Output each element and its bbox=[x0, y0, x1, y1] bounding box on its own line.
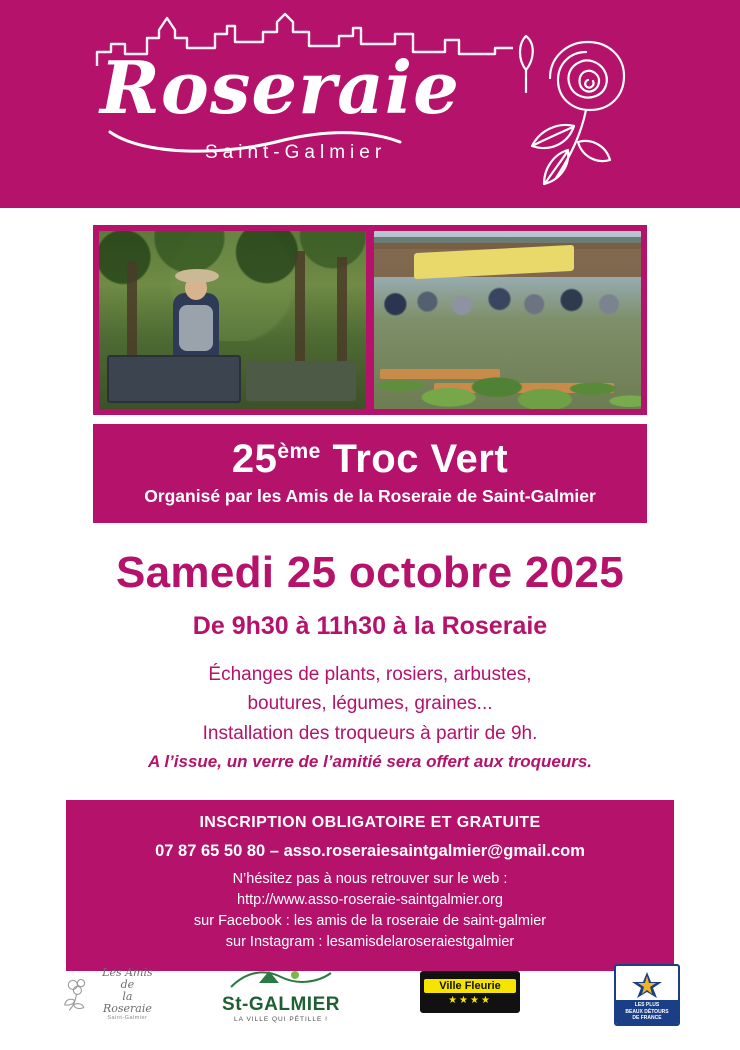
poster-header bbox=[0, 0, 740, 208]
description-line-3: Installation des troqueurs à partir de 9h. bbox=[202, 722, 538, 744]
brand-subtitle: Saint-Galmier bbox=[205, 142, 387, 163]
event-name: Troc Vert bbox=[320, 437, 509, 481]
assoc-roseraie-logo bbox=[62, 966, 158, 1022]
photo-strip bbox=[93, 225, 647, 415]
description-line-2: boutures, légumes, graines... bbox=[247, 693, 493, 715]
saint-galmier-tagline: LA VILLE QUI PÉTILLE ! bbox=[234, 1016, 328, 1023]
event-number: 25 bbox=[231, 437, 278, 481]
rose-icon bbox=[454, 18, 644, 203]
event-title bbox=[103, 438, 637, 480]
event-ordinal: ème bbox=[277, 440, 321, 463]
flower-icon bbox=[62, 974, 93, 1014]
description-line-1: Échanges de plants, rosiers, arbustes, bbox=[208, 664, 532, 685]
event-time: De 9h30 à 11h30 à la Roseraie bbox=[192, 612, 548, 640]
photo-person-hat bbox=[175, 269, 219, 283]
hill-icon bbox=[225, 967, 337, 989]
ville-fleurie-logo bbox=[420, 972, 520, 1012]
photo-plants bbox=[374, 331, 641, 409]
assoc-logo-line1: Les Amis de bbox=[102, 965, 153, 991]
detours-line1: LES PLUS bbox=[634, 1002, 660, 1009]
facebook-link[interactable]: sur Facebook : les amis de la roseraie de saint-galmier bbox=[193, 913, 547, 930]
registration-contact[interactable]: 07 87 65 50 80 – asso.roseraiesaintgalmier@gmail.com bbox=[155, 842, 585, 860]
instagram-link[interactable]: sur Instagram : lesamisdelaroseraiestgalmier bbox=[225, 934, 515, 951]
brand-name: Roseraie bbox=[100, 45, 460, 130]
assoc-logo-line3: Saint-Galmier bbox=[107, 1015, 148, 1022]
website-link[interactable]: http://www.asso-roseraie-saintgalmier.org bbox=[237, 892, 503, 909]
photo-troc-visiteur bbox=[99, 231, 366, 409]
event-title-band bbox=[93, 424, 647, 523]
event-description bbox=[0, 660, 740, 748]
ville-fleurie-stars: ★★★★ bbox=[448, 994, 492, 1006]
photo-crate bbox=[107, 355, 241, 403]
photo-crowd bbox=[374, 273, 641, 325]
registration-band bbox=[66, 800, 674, 971]
plus-beaux-detours-logo bbox=[612, 964, 682, 1026]
photo-crate bbox=[246, 361, 356, 401]
registration-title: INSCRIPTION OBLIGATOIRE ET GRATUITE bbox=[199, 814, 541, 831]
event-date: Samedi 25 octobre 2025 bbox=[116, 548, 624, 597]
photo-foliage bbox=[99, 231, 366, 341]
assoc-logo-line2: la Roseraie bbox=[102, 990, 152, 1016]
saint-galmier-logo bbox=[222, 970, 340, 1023]
detours-line2: BEAUX DÉTOURS bbox=[625, 1008, 669, 1015]
saint-galmier-name: St-GALMIER bbox=[222, 994, 340, 1015]
detours-line3: DE FRANCE bbox=[632, 1014, 662, 1021]
web-intro: N’hésitez pas à nous retrouver sur le web : bbox=[232, 871, 508, 887]
photo-troc-stands bbox=[374, 231, 641, 409]
star-burst-icon bbox=[627, 970, 667, 1000]
ville-fleurie-title: Ville Fleurie bbox=[424, 979, 516, 993]
footer-logos bbox=[0, 962, 740, 1038]
event-closing-note: A l’issue, un verre de l’amitié sera offert aux troqueurs. bbox=[147, 752, 593, 771]
event-organizer: Organisé par les Amis de la Roseraie de Saint-Galmier bbox=[144, 486, 596, 506]
